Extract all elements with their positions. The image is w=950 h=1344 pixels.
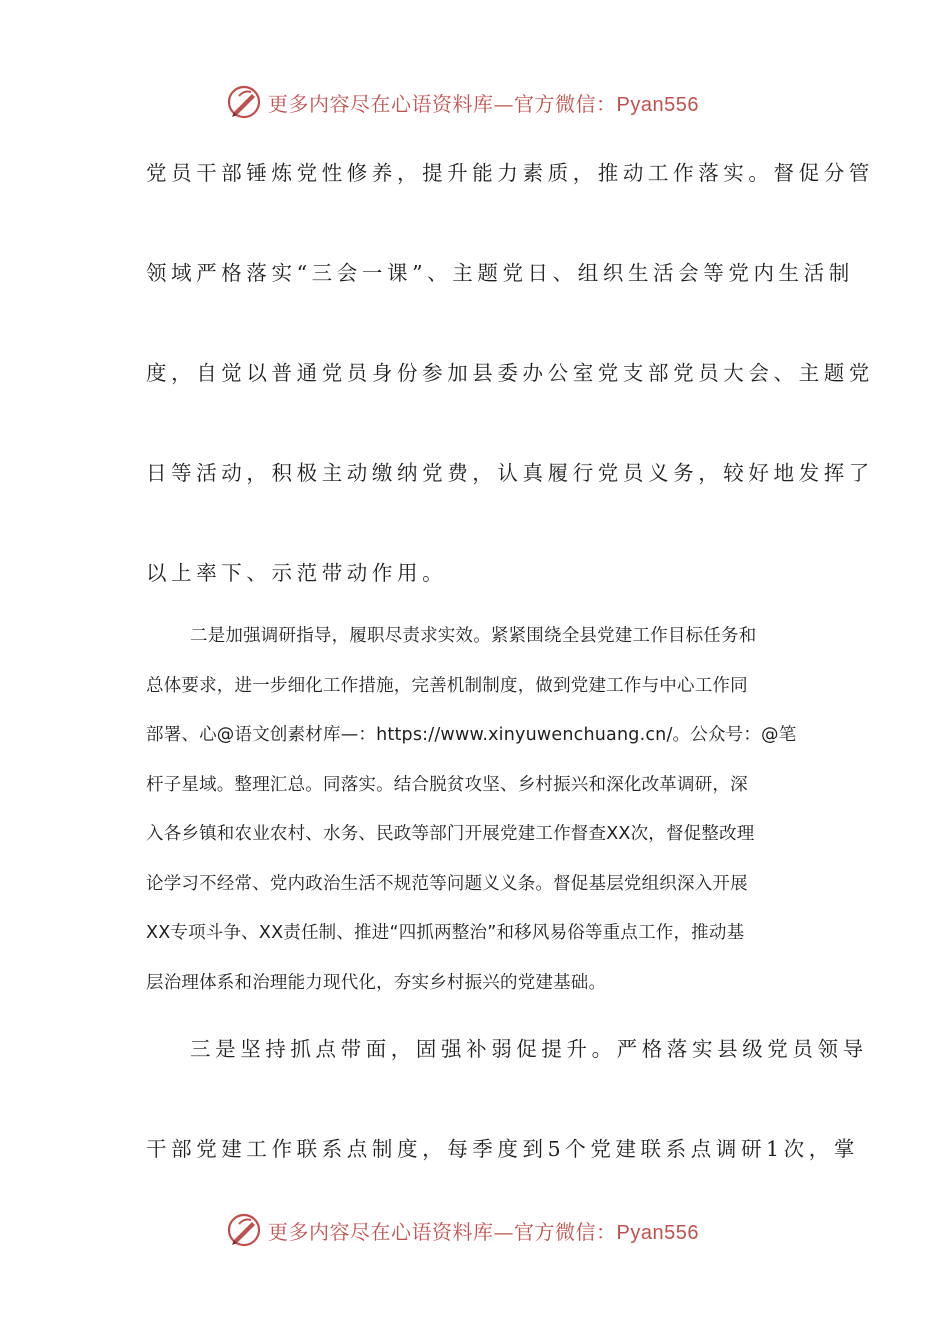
- paragraph-1-line: 领域严格落实“三会一课”、主题党日、组织生活会等党内生活制: [146, 261, 854, 285]
- banner-text: 更多内容尽在心语资料库—官方微信：Pyan556: [268, 1219, 699, 1244]
- wechat-id: Pyan556: [616, 1221, 699, 1244]
- paragraph-2-line: 杆子星域。整理汇总。同落实。结合脱贫攻坚、乡村振兴和深化改革调研，深: [146, 775, 748, 795]
- wechat-id: Pyan556: [616, 93, 699, 116]
- header-banner: [226, 82, 746, 122]
- paragraph-2-line: 论学习不经常、党内政治生活不规范等问题义义条。督促基层党组织深入开展: [146, 874, 748, 894]
- footer-banner: [226, 1210, 746, 1250]
- paragraph-3-line: 三是坚持抓点带面，固强补弱促提升。严格落实县级党员领导: [190, 1037, 868, 1061]
- paragraph-2-line: 层治理体系和治理能力现代化，夯实乡村振兴的党建基础。: [146, 973, 607, 993]
- paragraph-1-line: 日等活动，积极主动缴纳党费，认真履行党员义务，较好地发挥了: [146, 461, 874, 485]
- paragraph-3-line: 干部党建工作联系点制度，每季度到5个党建联系点调研1次，掌: [146, 1137, 859, 1161]
- pen-logo-icon: [226, 84, 262, 120]
- paragraph-1-line: 党员干部锤炼党性修养，提升能力素质，推动工作落实。督促分管: [146, 161, 874, 185]
- paragraph-2-line: 入各乡镇和农业农村、水务、民政等部门开展党建工作督查XX次，督促整改理: [146, 824, 755, 844]
- paragraph-1-line: 度，自觉以普通党员身份参加县委办公室党支部党员大会、主题党: [146, 361, 874, 385]
- pen-logo-icon: [226, 1212, 262, 1248]
- paragraph-2-line: 部署、心@语文创素材库—：https://www.xinyuwenchuang.cn/。公众号：@笔: [146, 725, 797, 745]
- paragraph-2-line: XX专项斗争、XX责任制、推进“四抓两整治”和移风易俗等重点工作，推动基: [146, 923, 745, 943]
- banner-text: 更多内容尽在心语资料库—官方微信：Pyan556: [268, 91, 699, 116]
- paragraph-2-line: 二是加强调研指导，履职尽责求实效。紧紧围绕全县党建工作目标任务和: [190, 626, 757, 646]
- paragraph-2-line: 总体要求，进一步细化工作措施，完善机制制度，做到党建工作与中心工作同: [146, 676, 748, 696]
- paragraph-1-line: 以上率下、示范带动作用。: [146, 561, 448, 585]
